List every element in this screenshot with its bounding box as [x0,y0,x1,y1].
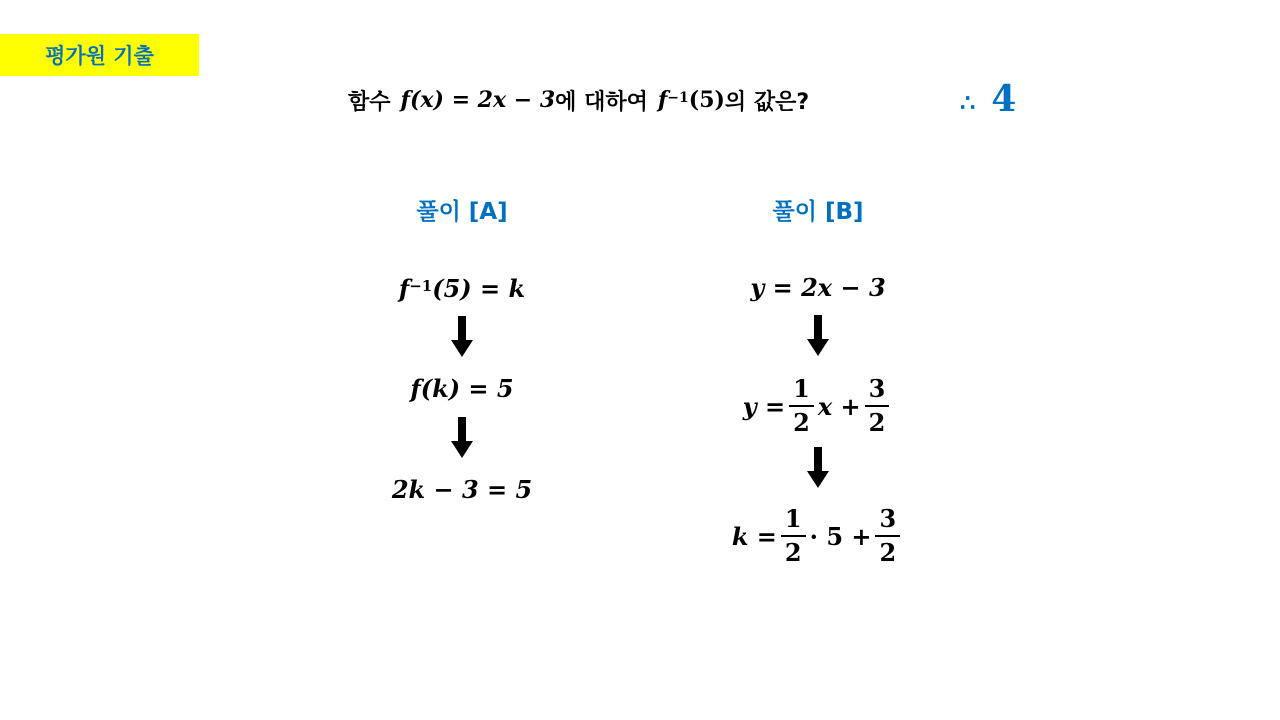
answer-value: 4 [991,78,1017,120]
question-inverse-f: f [657,87,668,113]
fraction [781,503,806,567]
answer [960,78,1016,120]
solution-b-heading: 풀이 [B] [772,199,864,225]
down-arrow-icon [450,316,474,358]
down-arrow-icon [806,447,830,489]
solution-b-step2 [668,368,968,444]
question-suffix: 의 값은? [724,89,810,115]
solution-a-step1 [312,268,612,308]
source-badge [0,34,199,76]
fraction-numerator: 1 [789,376,814,407]
fraction-numerator: 3 [875,506,900,537]
step3-lhs: k = [731,521,777,551]
down-arrow-icon [450,417,474,459]
fraction [875,503,900,567]
fraction-denominator: 2 [879,538,897,567]
step2-var: x + [817,391,861,421]
question-mid: 에 대하여 [555,89,648,115]
fraction-numerator: 3 [865,376,890,407]
step1-f: f [398,273,410,303]
question-prefix: 함수 [348,89,391,115]
step3-mid: · 5 + [809,521,872,551]
solution-a-step2: f(k) = 5 [410,373,514,403]
fraction-numerator: 1 [781,506,806,537]
down-arrow-icon [806,315,830,357]
solution-b-step3 [668,498,968,574]
step2-lhs: y = [742,391,786,421]
question [348,80,809,120]
question-inverse-exponent: −1 [667,90,689,106]
fraction-denominator: 2 [793,408,810,437]
step1-rest: (5) = k [432,273,526,303]
step1-exponent: −1 [409,277,433,295]
question-function: f(x) = 2x − 3 [400,87,556,113]
solution-b-step1: y = 2x − 3 [750,272,886,302]
therefore-symbol: ∴ [960,88,976,117]
fraction-denominator: 2 [868,408,886,437]
fraction [865,373,890,437]
fraction-denominator: 2 [784,538,802,567]
fraction [789,373,814,437]
solution-a-heading: 풀이 [A] [416,199,508,225]
question-inverse-arg: (5) [688,87,725,113]
source-badge-label: 평가원 기출 [45,44,154,68]
solution-a-step3: 2k − 3 = 5 [391,474,533,504]
